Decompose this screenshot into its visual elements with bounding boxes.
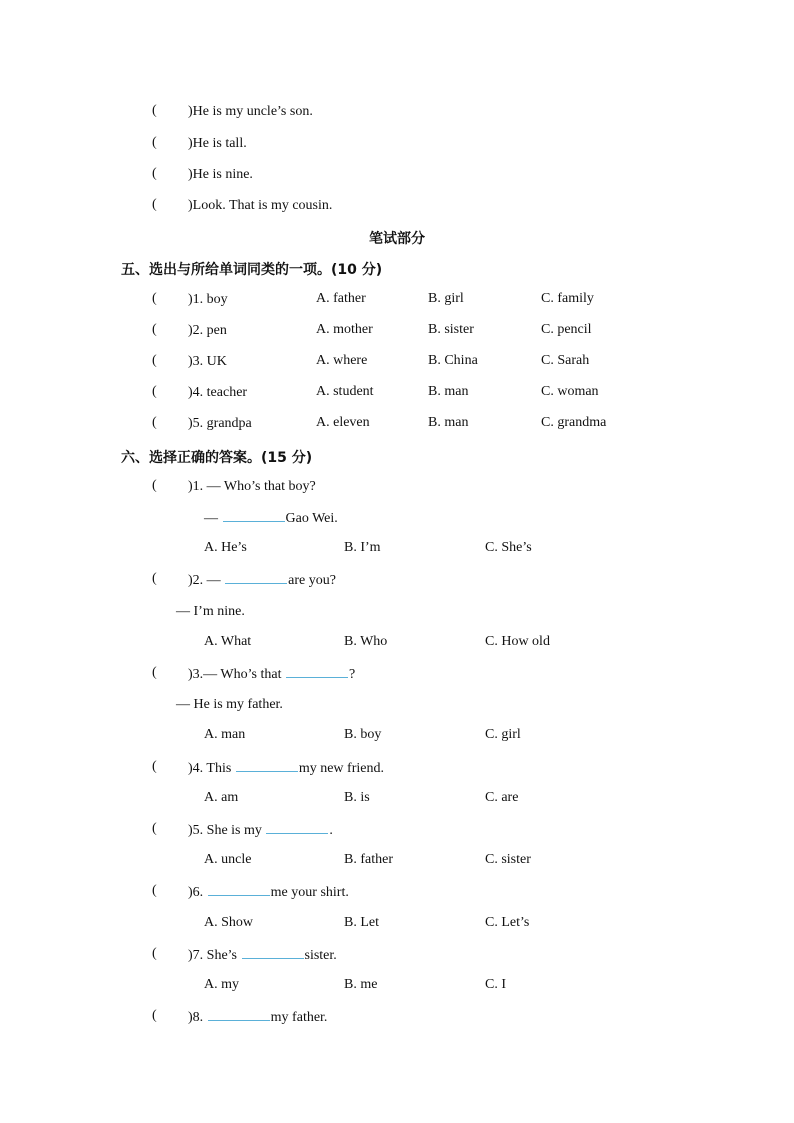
q7-line1: )7. She’s sister.: [188, 948, 337, 963]
option-c: C. pencil: [541, 322, 592, 337]
option-a: A. father: [316, 291, 366, 306]
option-b: B. Let: [344, 915, 379, 930]
option-a: A. eleven: [316, 415, 370, 430]
section5-title: 五、选出与所给单词同类的一项。(10 分): [121, 262, 383, 278]
q4-line1: )4. This my new friend.: [188, 761, 384, 776]
answer-paren[interactable]: (: [152, 103, 157, 118]
option-b: B. man: [428, 415, 469, 430]
answer-paren[interactable]: (: [152, 322, 157, 337]
option-b: B. man: [428, 384, 469, 399]
answer-blank[interactable]: [208, 883, 270, 896]
option-c: C. I: [485, 977, 506, 992]
q1-line1: )1. — Who’s that boy?: [188, 479, 316, 494]
option-b: B. China: [428, 353, 478, 368]
option-b: B. Who: [344, 634, 388, 649]
question-word: )3. UK: [188, 354, 227, 369]
item-text: )He is my uncle’s son.: [188, 104, 313, 119]
option-b: B. is: [344, 790, 370, 805]
option-b: B. I’m: [344, 540, 381, 555]
option-a: A. Show: [204, 915, 254, 930]
q8-line1: )8. my father.: [188, 1010, 328, 1025]
answer-blank[interactable]: [208, 1008, 270, 1021]
question-word: )4. teacher: [188, 385, 248, 400]
q2-line1: )2. — are you?: [188, 573, 336, 588]
option-c: C. girl: [485, 727, 521, 742]
option-c: C. family: [541, 291, 594, 306]
question-word: )5. grandpa: [188, 416, 252, 431]
option-c: C. grandma: [541, 415, 607, 430]
option-c: C. are: [485, 790, 519, 805]
option-a: A. He’s: [204, 540, 247, 555]
answer-paren[interactable]: (: [152, 291, 157, 306]
option-b: B. me: [344, 977, 378, 992]
answer-paren[interactable]: (: [152, 883, 157, 898]
option-b: B. father: [344, 852, 393, 867]
item-text: )He is nine.: [188, 167, 253, 182]
answer-paren[interactable]: (: [152, 946, 157, 961]
answer-blank[interactable]: [225, 571, 287, 584]
written-part-title: 笔试部分: [369, 231, 425, 247]
answer-blank[interactable]: [223, 509, 285, 522]
option-c: C. Sarah: [541, 353, 590, 368]
option-a: A. student: [316, 384, 374, 399]
answer-paren[interactable]: (: [152, 197, 157, 212]
option-a: A. uncle: [204, 852, 252, 867]
answer-blank[interactable]: [242, 946, 304, 959]
section6-title: 六、选择正确的答案。(15 分): [121, 450, 313, 466]
answer-blank[interactable]: [266, 821, 328, 834]
option-a: A. my: [204, 977, 239, 992]
q3-line1: )3.— Who’s that ?: [188, 667, 356, 682]
option-c: C. She’s: [485, 540, 532, 555]
option-b: B. sister: [428, 322, 474, 337]
q5-line1: )5. She is my .: [188, 823, 333, 838]
answer-paren[interactable]: (: [152, 353, 157, 368]
answer-paren[interactable]: (: [152, 384, 157, 399]
answer-paren[interactable]: (: [152, 821, 157, 836]
answer-blank[interactable]: [286, 665, 348, 678]
question-word: )2. pen: [188, 323, 227, 338]
item-text: )Look. That is my cousin.: [188, 198, 333, 213]
q3-line2: — He is my father.: [176, 697, 283, 712]
option-c: C. How old: [485, 634, 550, 649]
answer-paren[interactable]: (: [152, 135, 157, 150]
option-c: C. woman: [541, 384, 599, 399]
option-c: C. Let’s: [485, 915, 530, 930]
option-b: B. boy: [344, 727, 382, 742]
answer-paren[interactable]: (: [152, 665, 157, 680]
answer-blank[interactable]: [236, 759, 298, 772]
option-a: A. am: [204, 790, 239, 805]
option-a: A. mother: [316, 322, 373, 337]
answer-paren[interactable]: (: [152, 415, 157, 430]
answer-paren[interactable]: (: [152, 166, 157, 181]
item-text: )He is tall.: [188, 136, 247, 151]
answer-paren[interactable]: (: [152, 478, 157, 493]
option-a: A. man: [204, 727, 246, 742]
answer-paren[interactable]: (: [152, 1008, 157, 1023]
q6-line1: )6. me your shirt.: [188, 885, 349, 900]
option-a: A. What: [204, 634, 252, 649]
question-word: )1. boy: [188, 292, 228, 307]
option-b: B. girl: [428, 291, 464, 306]
q2-line2: — I’m nine.: [176, 604, 245, 619]
q1-line2: — Gao Wei.: [204, 511, 338, 526]
option-c: C. sister: [485, 852, 531, 867]
option-a: A. where: [316, 353, 368, 368]
answer-paren[interactable]: (: [152, 571, 157, 586]
answer-paren[interactable]: (: [152, 759, 157, 774]
